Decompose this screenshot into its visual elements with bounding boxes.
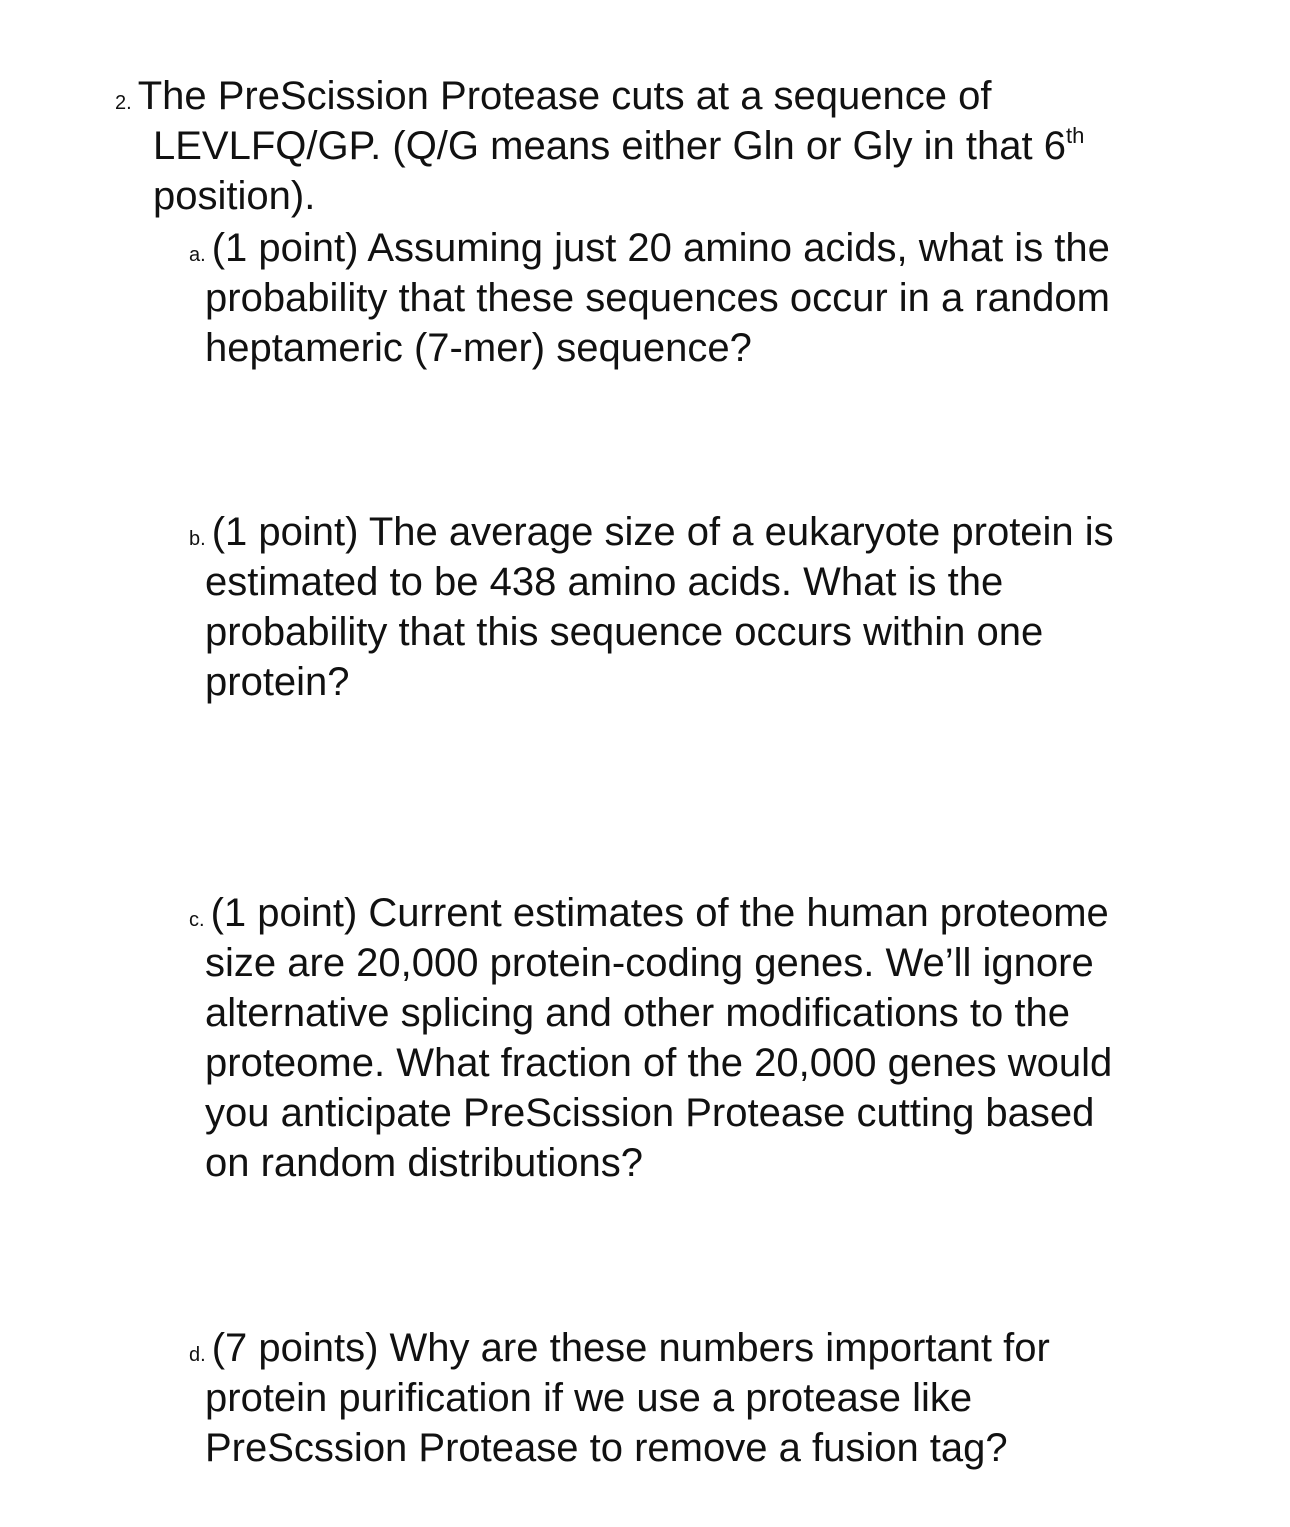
part-line bbox=[189, 607, 1114, 657]
question-text: The PreScission Protease cuts at a sequence of bbox=[137, 74, 992, 118]
part-line bbox=[189, 1323, 1050, 1373]
part-d bbox=[189, 1323, 1050, 1473]
part-text: estimated to be 438 amino acids. What is the bbox=[205, 560, 1004, 604]
question-line-3 bbox=[115, 171, 1084, 221]
part-text: (7 points) Why are these numbers important for bbox=[211, 1326, 1050, 1370]
question-2 bbox=[115, 71, 1084, 221]
part-text: heptameric (7-mer) sequence? bbox=[205, 326, 752, 370]
part-text: (1 point) Current estimates of the human proteome bbox=[210, 891, 1109, 935]
part-line bbox=[189, 888, 1112, 938]
part-line bbox=[189, 988, 1112, 1038]
part-line bbox=[189, 938, 1112, 988]
question-line-1 bbox=[115, 71, 1084, 121]
part-text: alternative splicing and other modifications to the bbox=[205, 991, 1070, 1035]
part-text: protein? bbox=[205, 660, 350, 704]
part-line bbox=[189, 223, 1110, 273]
part-marker: c. bbox=[189, 909, 205, 931]
question-text: LEVLFQ/GP. (Q/G means either Gln or Gly in that 6 bbox=[153, 124, 1066, 168]
superscript: th bbox=[1065, 122, 1085, 148]
question-line-2 bbox=[115, 121, 1084, 171]
part-line bbox=[189, 323, 1110, 373]
part-line bbox=[189, 1138, 1112, 1188]
part-line bbox=[189, 1373, 1050, 1423]
part-marker: b. bbox=[189, 528, 206, 550]
question-text: position). bbox=[153, 174, 316, 218]
part-line bbox=[189, 273, 1110, 323]
part-text: protein purification if we use a protease like bbox=[205, 1376, 973, 1420]
part-text: proteome. What fraction of the 20,000 genes would bbox=[205, 1041, 1113, 1085]
part-marker: d. bbox=[189, 1344, 206, 1366]
part-text: probability that these sequences occur in a random bbox=[205, 276, 1110, 320]
part-line bbox=[189, 1038, 1112, 1088]
part-text: size are 20,000 protein-coding genes. We’ll ignore bbox=[205, 941, 1094, 985]
part-line bbox=[189, 657, 1114, 707]
part-text: PreScssion Protease to remove a fusion tag? bbox=[205, 1426, 1008, 1470]
question-number: 2. bbox=[115, 92, 132, 114]
part-marker: a. bbox=[189, 244, 206, 266]
part-a bbox=[189, 223, 1110, 373]
part-c bbox=[189, 888, 1112, 1188]
part-line bbox=[189, 507, 1114, 557]
part-text: probability that this sequence occurs within one bbox=[205, 610, 1044, 654]
part-b bbox=[189, 507, 1114, 707]
part-text: (1 point) Assuming just 20 amino acids, what is the bbox=[211, 226, 1110, 270]
part-line bbox=[189, 1423, 1050, 1473]
part-line bbox=[189, 557, 1114, 607]
part-text: on random distributions? bbox=[205, 1141, 644, 1185]
part-text: (1 point) The average size of a eukaryote protein is bbox=[211, 510, 1114, 554]
part-text: you anticipate PreScission Protease cutting based bbox=[205, 1091, 1095, 1135]
part-line bbox=[189, 1088, 1112, 1138]
